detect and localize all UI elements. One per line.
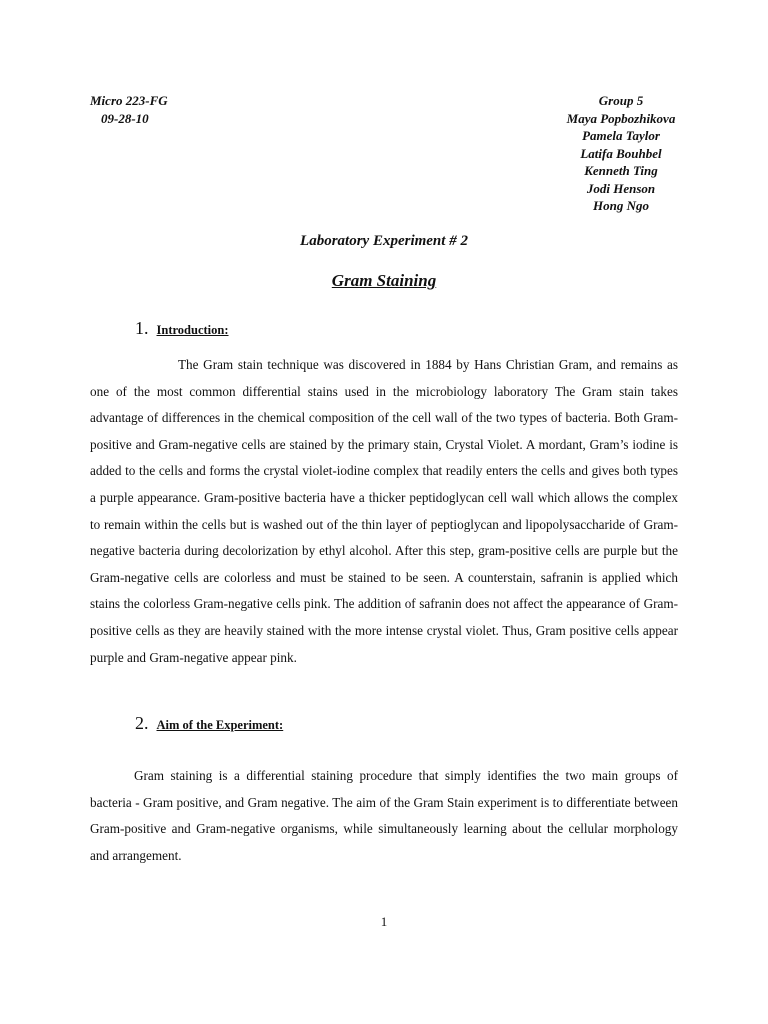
course-info xyxy=(90,92,168,127)
group-member: Kenneth Ting xyxy=(584,163,658,178)
document-title: Gram Staining xyxy=(331,271,437,290)
group-info xyxy=(530,92,712,215)
group-member: Maya Popbozhikova xyxy=(566,110,676,126)
section-number: 2. xyxy=(135,713,149,733)
group-member: Hong Ngo xyxy=(593,198,649,213)
introduction-paragraph: The Gram stain technique was discovered in 1884 by Hans Christian Gram, and remains as one of the most common differential stains used in the microbiology laboratory The Gram stain takes advantage of differences in the chemical composition of the cell wall of the two types of bacteria. Both Gram-positive and Gram-negative cells are stained by the primary stain, Crystal Violet. A mordant, Gram’s iodine is added to the cells and forms the crystal violet-iodine complex that readily enters the cells and gives both types a purple appearance. Gram-positive bacteria have a thicker peptidoglycan cell wall which allows the complex to remain within the cells but is washed out of the thin layer of peptioglycan and lipopolysaccharide of Gram-negative bacteria during decolorization by ethyl alcohol. After this step, gram-positive cells are purple but the Gram-negative cells are colorless and must be stained to be seen. A counterstain, safranin is applied which stains the colorless Gram-negative cells pink. The addition of safranin does not affect the appearance of Gram-positive cells as they are heavily stained with the more intense crystal violet. Thus, Gram positive cells appear purple and Gram-negative appear pink. xyxy=(90,357,678,665)
section-number: 1. xyxy=(135,318,149,338)
group-member: Pamela Taylor xyxy=(582,128,660,143)
section-title: Aim of the Experiment: xyxy=(156,718,284,732)
group-label: Group 5 xyxy=(598,93,644,108)
aim-paragraph: Gram staining is a differential staining procedure that simply identifies the two main groups of bacteria - Gram positive, and Gram negative. The aim of the Gram Stain experiment is to differentiate between Gram-positive and Gram-negative organisms, while simultaneously learning about the cellular morphology and arrangement. xyxy=(90,768,678,863)
group-member: Jodi Henson xyxy=(586,180,656,196)
lab-title: Laboratory Experiment # 2 xyxy=(300,233,468,249)
page-number: 1 xyxy=(380,914,388,929)
section-heading-introduction xyxy=(135,318,229,339)
section-title: Introduction: xyxy=(156,323,229,337)
section-heading-aim xyxy=(135,713,283,734)
report-date: 09-28-10 xyxy=(101,110,149,126)
group-member: Latifa Bouhbel xyxy=(580,145,662,161)
course-code: Micro 223-FG xyxy=(90,93,168,108)
